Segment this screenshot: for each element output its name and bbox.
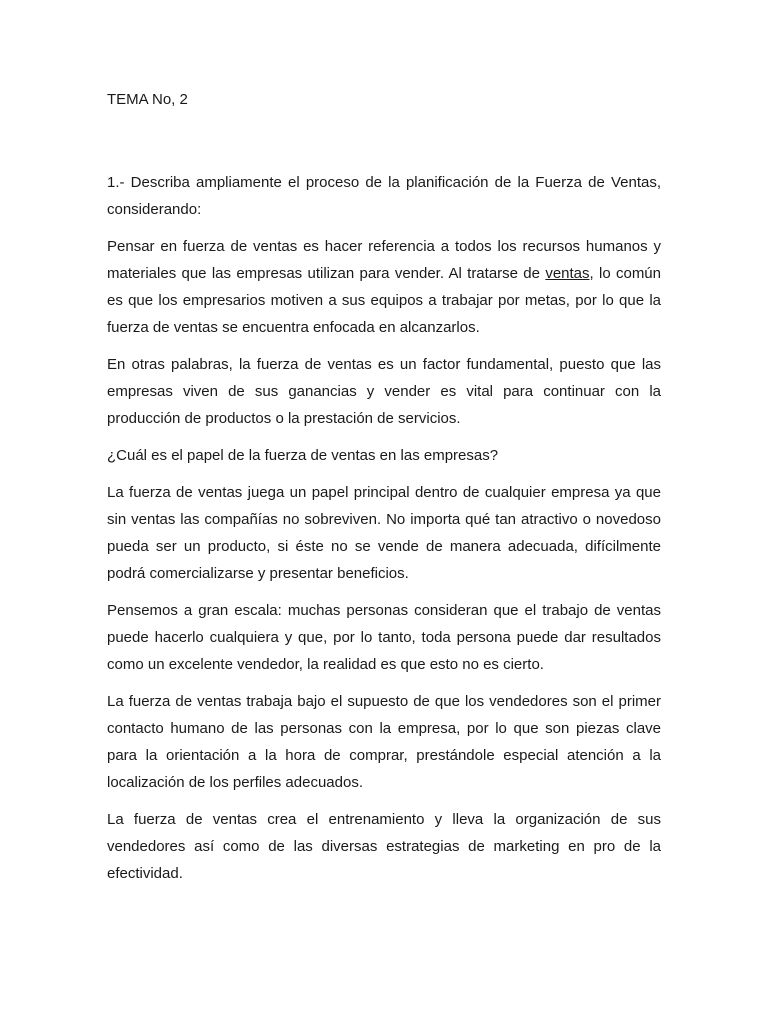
question-paragraph: 1.- Describa ampliamente el proceso de la planificación de la Fuerza de Ventas, considerando: [107,174,661,218]
paragraph-6: La fuerza de ventas trabaja bajo el supuesto de que los vendedores son el primer contacto humano de las personas con la empresa, por lo que son piezas clave para la orientación a la hora de comprar, prestándole especial atención a la localización de los perfiles adecuados. [107,693,661,791]
paragraph-1-text-after: , lo común es que los empresarios motiven a sus equipos a trabajar por metas, por lo que la fuerza de ventas se encuentra enfocada en alcanzarlos. [107,265,661,336]
paragraph-5: Pensemos a gran escala: muchas personas consideran que el trabajo de ventas puede hacerlo cualquiera y que, por lo tanto, toda persona puede dar resultados como un excelente vendedor, la realidad es que esto no es cierto. [107,602,661,673]
document-body [107,169,661,887]
paragraph-1-text-before: Pensar en fuerza de ventas es hacer referencia a todos los recursos humanos y materiales que las empresas utilizan para vender. Al tratarse de [107,238,661,282]
ventas-link[interactable]: ventas [545,265,590,282]
paragraph-2: En otras palabras, la fuerza de ventas es un factor fundamental, puesto que las empresas viven de sus ganancias y vender es vital para continuar con la producción de productos o la prestación de servicios. [107,356,661,427]
paragraph-4: La fuerza de ventas juega un papel principal dentro de cualquier empresa ya que sin ventas las compañías no sobreviven. No importa qué tan atractivo o novedoso pueda ser un producto, si éste no se vende de manera adecuada, difícilmente podrá comercializarse y presentar beneficios. [107,484,661,582]
paragraph-7: La fuerza de ventas crea el entrenamiento y lleva la organización de sus vendedores así como de las diversas estrategias de marketing en pro de la efectividad. [107,811,661,882]
paragraph-3-question: ¿Cuál es el papel de la fuerza de ventas en las empresas? [107,447,499,464]
paragraph-1 [107,233,661,341]
document-page [107,89,661,897]
document-heading: TEMA No, 2 [107,91,188,108]
